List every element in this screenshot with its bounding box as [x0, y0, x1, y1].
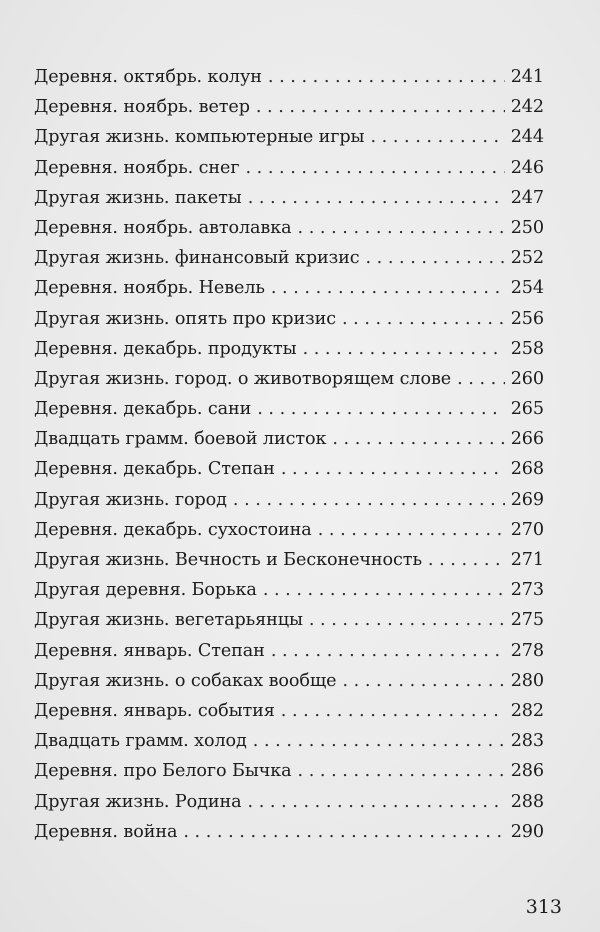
toc-entry — [34, 183, 544, 213]
toc-entry-title: Другая жизнь. опять про кризис — [34, 308, 336, 329]
toc-entry-page: 286 — [510, 761, 544, 782]
toc-entry-title: Другая деревня. Борька — [34, 580, 257, 601]
dot-leader — [303, 334, 505, 364]
toc-entry — [34, 696, 544, 726]
toc-entry-title: Деревня. декабрь. продукты — [34, 338, 297, 359]
toc-entry-page: 252 — [510, 248, 544, 269]
dot-leader — [281, 454, 505, 484]
toc-entry-page: 280 — [510, 670, 544, 691]
dot-leader — [281, 696, 505, 726]
toc-entry — [34, 545, 544, 575]
toc-entry-page: 256 — [510, 308, 544, 329]
toc-entry — [34, 787, 544, 817]
dot-leader — [318, 515, 505, 545]
toc-entry — [34, 304, 544, 334]
toc-entry — [34, 817, 544, 847]
toc-entry — [34, 605, 544, 635]
toc-entry-title: Деревня. ноябрь. ветер — [34, 97, 250, 118]
toc-entry-page: 266 — [510, 429, 544, 450]
toc-entry-page: 258 — [510, 338, 544, 359]
dot-leader — [342, 304, 505, 334]
toc-entry-title: Другая жизнь. Родина — [34, 791, 242, 812]
toc-entry-page: 290 — [510, 821, 544, 842]
toc-entry — [34, 515, 544, 545]
toc-entry-title: Другая жизнь. город — [34, 489, 227, 510]
toc-entry — [34, 424, 544, 454]
toc-entry — [34, 575, 544, 605]
toc-entry-page: 271 — [510, 550, 544, 570]
dot-leader — [248, 787, 505, 817]
toc-entry-page: 278 — [510, 640, 544, 661]
toc-entry-page: 260 — [510, 368, 544, 389]
toc-entry-title: Деревня. ноябрь. снег — [34, 157, 240, 178]
dot-leader — [342, 666, 504, 696]
toc-entry-page: 244 — [510, 127, 544, 148]
toc-entry-title: Деревня. декабрь. сани — [34, 399, 252, 420]
toc-entry — [34, 153, 544, 183]
toc-entry — [34, 62, 544, 92]
toc-entry-title: Деревня. январь. Степан — [34, 640, 265, 661]
page-number: 313 — [525, 896, 562, 918]
toc-entry-title: Другая жизнь. о собаках вообще — [34, 670, 337, 691]
toc-entry — [34, 454, 544, 484]
dot-leader — [457, 364, 505, 394]
toc-entry-page: 270 — [510, 519, 544, 540]
toc-entry-title: Двадцать грамм. холод — [34, 731, 247, 752]
dot-leader — [298, 213, 505, 243]
toc-entry-title: Другая жизнь. компьютерные игры — [34, 127, 365, 148]
toc-entry — [34, 243, 544, 273]
dot-leader — [248, 183, 505, 213]
toc-entry — [34, 666, 544, 696]
toc-entry-page: 254 — [510, 278, 544, 299]
toc-entry-title: Деревня. ноябрь. автолавка — [34, 217, 292, 238]
dot-leader — [268, 62, 505, 92]
toc-entry-page: 242 — [510, 97, 544, 118]
dot-leader — [263, 575, 505, 605]
toc-entry-page: 247 — [510, 187, 544, 208]
toc-entry-page: 268 — [510, 459, 544, 480]
toc-entry-page: 250 — [510, 217, 544, 238]
dot-leader — [271, 273, 505, 303]
toc-entry — [34, 485, 544, 515]
dot-leader — [256, 92, 505, 122]
toc-entry — [34, 726, 544, 756]
toc-entry-page: 273 — [510, 580, 544, 601]
dot-leader — [245, 153, 504, 183]
toc-entry-title: Деревня. ноябрь. Невель — [34, 278, 265, 299]
toc-entry-title: Деревня. октябрь. колун — [34, 67, 262, 87]
toc-entry-title: Другая жизнь. вегетарьянцы — [34, 610, 303, 631]
toc-entry-page: 288 — [510, 791, 544, 812]
toc-entry-title: Деревня. январь. события — [34, 700, 275, 721]
dot-leader — [366, 243, 505, 273]
toc-entry-page: 283 — [510, 731, 544, 752]
dot-leader — [257, 394, 504, 424]
dot-leader — [253, 726, 505, 756]
table-of-contents — [34, 62, 544, 847]
dot-leader — [309, 605, 505, 635]
dot-leader — [183, 817, 504, 847]
dot-leader — [332, 424, 504, 454]
dot-leader — [233, 485, 505, 515]
toc-entry-title: Другая жизнь. Вечность и Бесконечность — [34, 550, 422, 570]
toc-entry — [34, 92, 544, 122]
toc-entry-title: Другая жизнь. город. о животворящем слове — [34, 368, 452, 389]
toc-entry — [34, 636, 544, 666]
toc-entry-title: Деревня. декабрь. Степан — [34, 459, 275, 480]
toc-entry-title: Другая жизнь. пакеты — [34, 187, 242, 208]
toc-entry — [34, 273, 544, 303]
toc-entry — [34, 334, 544, 364]
toc-entry — [34, 364, 544, 394]
toc-entry-title: Двадцать грамм. боевой листок — [34, 429, 327, 450]
toc-entry-title: Деревня. декабрь. сухостоина — [34, 519, 312, 540]
dot-leader — [428, 545, 505, 575]
toc-entry — [34, 394, 544, 424]
dot-leader — [271, 636, 505, 666]
toc-entry-page: 241 — [510, 67, 544, 87]
toc-entry-title: Другая жизнь. финансовый кризис — [34, 248, 360, 269]
toc-entry — [34, 756, 544, 786]
toc-entry-page: 246 — [510, 157, 544, 178]
toc-entry-page: 282 — [510, 700, 544, 721]
toc-entry-page: 265 — [510, 399, 544, 420]
toc-entry-page: 275 — [510, 610, 544, 631]
toc-entry-page: 269 — [510, 489, 544, 510]
toc-entry-title: Деревня. про Белого Бычка — [34, 761, 292, 782]
toc-entry-title: Деревня. война — [34, 821, 178, 842]
dot-leader — [370, 122, 504, 152]
dot-leader — [298, 756, 505, 786]
toc-entry — [34, 122, 544, 152]
toc-entry — [34, 213, 544, 243]
